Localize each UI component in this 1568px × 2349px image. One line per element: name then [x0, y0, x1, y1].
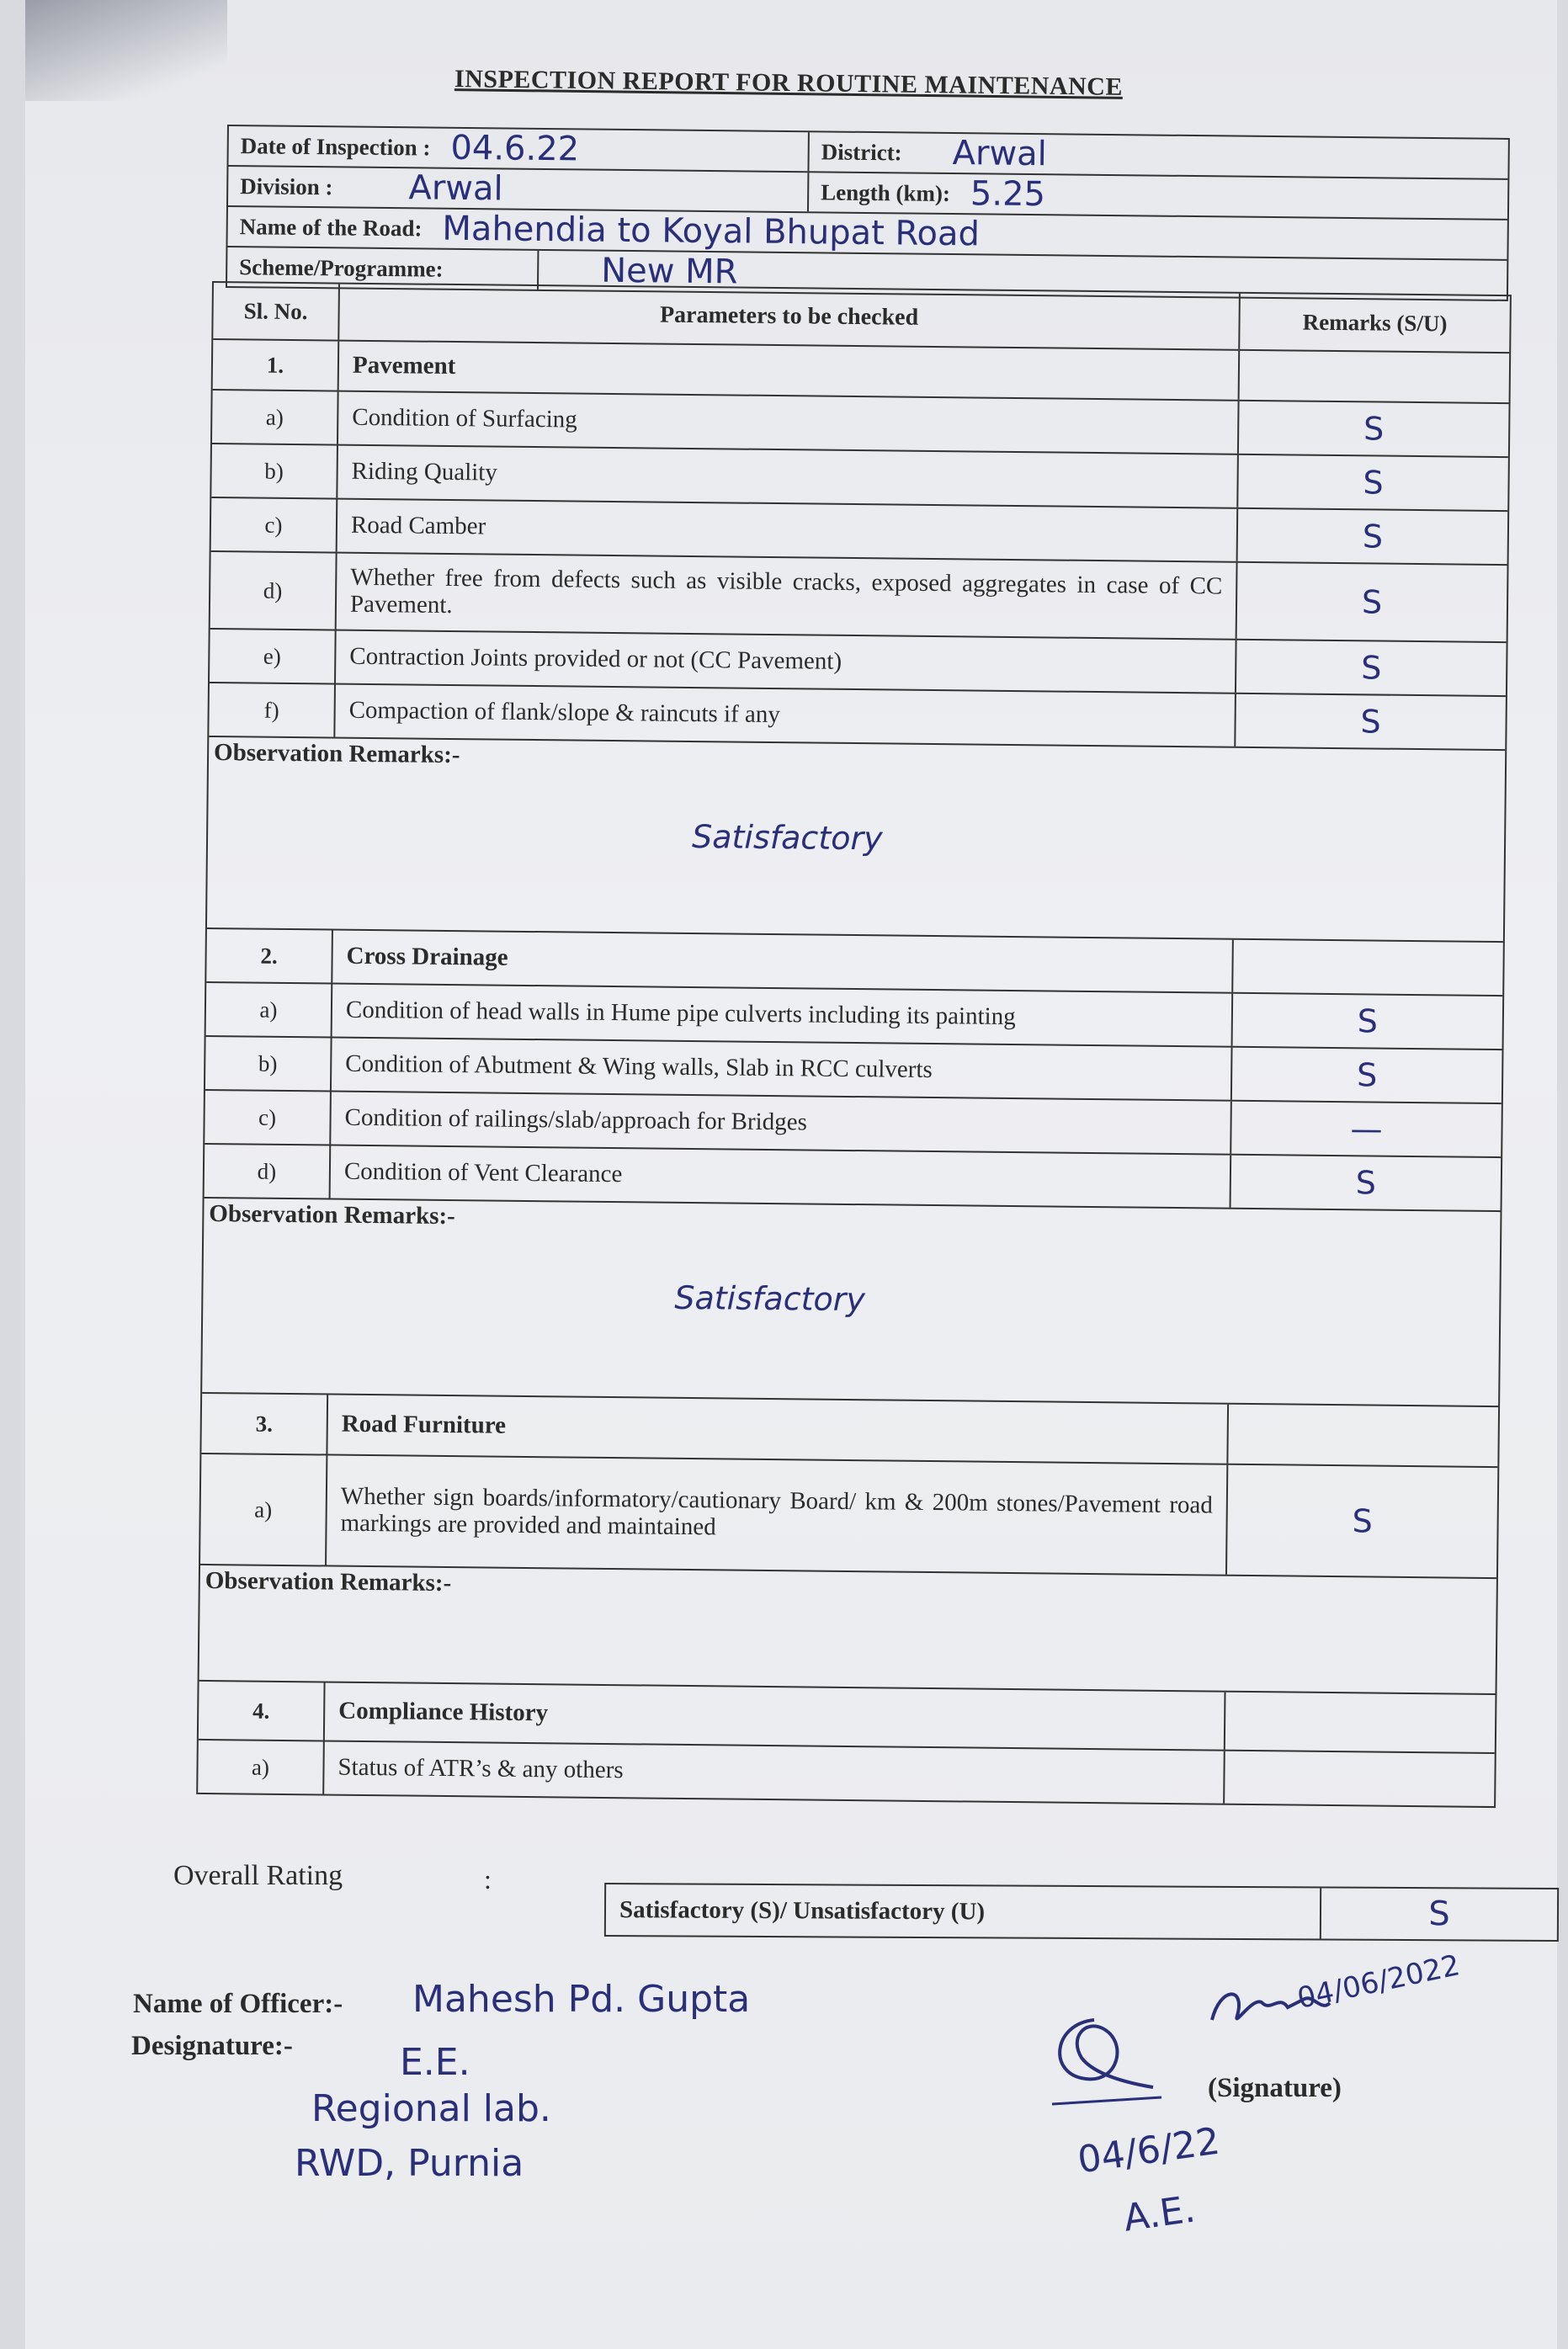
row-param: Compaction of flank/slope & raincuts if any — [335, 685, 1236, 747]
division-label: Division : — [240, 173, 333, 199]
col-params-header: Parameters to be checked — [339, 284, 1241, 349]
district-value: Arwal — [952, 134, 1048, 174]
row-param: Condition of Vent Clearance — [331, 1146, 1232, 1208]
signature-mark — [1035, 2003, 1170, 2129]
row-param: Status of ATR’s & any others — [324, 1741, 1225, 1803]
date-cell — [228, 126, 809, 171]
row-param: Riding Quality — [338, 446, 1239, 508]
row-sl: f) — [209, 683, 336, 737]
section-num: 2. — [206, 929, 333, 983]
section-title: Pavement — [339, 342, 1241, 400]
designation-line2: Regional lab. — [311, 2087, 551, 2130]
road-value: Mahendia to Koyal Bhupat Road — [442, 209, 981, 254]
signature-date-top: 04/06/2022 — [1294, 1948, 1463, 2016]
observation-block-cross-drainage — [202, 1198, 1500, 1407]
row-param: Road Camber — [338, 500, 1239, 561]
officer-label: Name of Officer:- — [133, 1989, 343, 2019]
row-remark: S — [1363, 464, 1384, 502]
row-sl: b) — [205, 1037, 332, 1091]
officer-value: Mahesh Pd. Gupta — [412, 1978, 751, 2021]
row-remark: — — [1350, 1110, 1383, 1148]
paper-sheet — [25, 0, 1557, 2349]
row-remark: S — [1356, 1056, 1378, 1094]
date-value: 04.6.22 — [450, 128, 580, 169]
row-remark: S — [1361, 583, 1383, 621]
row-sl: e) — [210, 630, 337, 683]
row-remark: S — [1362, 518, 1384, 555]
table-row — [200, 1454, 1497, 1579]
row-sl: b) — [211, 444, 338, 498]
section-num: 4. — [199, 1682, 326, 1740]
overall-colon: : — [484, 1864, 492, 1895]
length-value: 5.25 — [970, 174, 1046, 215]
section-title: Road Furniture — [327, 1395, 1229, 1464]
corner-shadow — [25, 0, 227, 101]
row-param: Condition of railings/slab/approach for Bridges — [331, 1092, 1232, 1154]
row-sl: a) — [212, 391, 339, 444]
row-sl: a) — [200, 1454, 327, 1565]
scheme-value: New MR — [600, 251, 738, 292]
designation-line3: RWD, Purnia — [295, 2142, 524, 2185]
row-remark: S — [1360, 703, 1381, 741]
observation-block-road-furniture — [199, 1565, 1496, 1695]
row-sl: c) — [211, 498, 338, 552]
row-param: Whether sign boards/informatory/cautionary Board/ km & 200m stones/Pavement road markings are provided and maintained — [327, 1456, 1228, 1575]
row-param: Contraction Joints provided or not (CC Pavement) — [336, 631, 1237, 693]
header-block — [226, 125, 1510, 301]
section-remark-empty — [1233, 940, 1503, 995]
district-label: District: — [821, 138, 902, 165]
signature-date-bottom: 04/6/22 — [1075, 2119, 1223, 2182]
row-remark: S — [1352, 1502, 1373, 1540]
col-remarks-header: Remarks (S/U) — [1302, 309, 1448, 336]
observation-block-pavement — [207, 737, 1505, 943]
section-remark-empty — [1228, 1405, 1498, 1466]
row-sl: d) — [210, 552, 338, 630]
section-num: 1. — [213, 340, 340, 391]
row-sl: a) — [198, 1740, 325, 1794]
row-remark: S — [1357, 1002, 1379, 1040]
row-remark: S — [1363, 410, 1385, 448]
row-remark: S — [1355, 1164, 1377, 1202]
inspection-table — [196, 281, 1512, 1808]
section-remark-empty — [1240, 351, 1510, 402]
designation-line1: E.E. — [400, 2041, 470, 2084]
row-param: Condition of head walls in Hume pipe culverts including its painting — [332, 985, 1234, 1046]
signature-role: A.E. — [1120, 2187, 1199, 2240]
observation-label: Observation Remarks:- — [213, 739, 460, 769]
observation-value: Satisfactory — [674, 1278, 866, 1319]
observation-label: Observation Remarks:- — [209, 1200, 455, 1230]
rating-box-value: S — [1428, 1895, 1450, 1934]
section-title: Cross Drainage — [332, 931, 1234, 992]
row-param: Condition of Abutment & Wing walls, Slab in RCC culverts — [332, 1039, 1233, 1100]
observation-value: Satisfactory — [691, 818, 883, 858]
row-param: Condition of Surfacing — [338, 392, 1240, 454]
signature-label: (Signature) — [1208, 2073, 1342, 2103]
date-label: Date of Inspection : — [240, 132, 431, 161]
section-num: 3. — [201, 1394, 328, 1454]
rating-box-label: Satisfactory (S)/ Unsatisfactory (U) — [606, 1884, 1321, 1938]
section-title: Compliance History — [325, 1683, 1226, 1750]
section-remark-empty — [1225, 1693, 1496, 1752]
report-title: INSPECTION REPORT FOR ROUTINE MAINTENANCE — [454, 65, 1124, 101]
row-remark: S — [1360, 649, 1382, 687]
overall-rating-label: Overall Rating — [173, 1860, 343, 1891]
district-cell — [809, 132, 1507, 178]
table-row — [210, 552, 1507, 643]
road-label: Name of the Road: — [239, 213, 423, 241]
observation-label: Observation Remarks:- — [205, 1567, 452, 1597]
col-sl-header: Sl. No. — [213, 283, 340, 340]
overall-rating-box — [604, 1883, 1559, 1942]
row-param: Whether free from defects such as visible cracks, exposed aggregates in case of CC Pavement. — [337, 554, 1238, 639]
designation-label: Designature:- — [131, 2031, 293, 2061]
row-sl: c) — [205, 1091, 332, 1145]
length-cell — [809, 173, 1507, 219]
row-sl: d) — [205, 1145, 332, 1198]
division-value: Arwal — [408, 168, 503, 209]
division-cell — [228, 167, 809, 211]
length-label: Length (km): — [821, 178, 951, 206]
row-remark — [1225, 1751, 1495, 1806]
row-sl: a) — [206, 983, 333, 1037]
scheme-label: Scheme/Programme: — [239, 253, 444, 282]
